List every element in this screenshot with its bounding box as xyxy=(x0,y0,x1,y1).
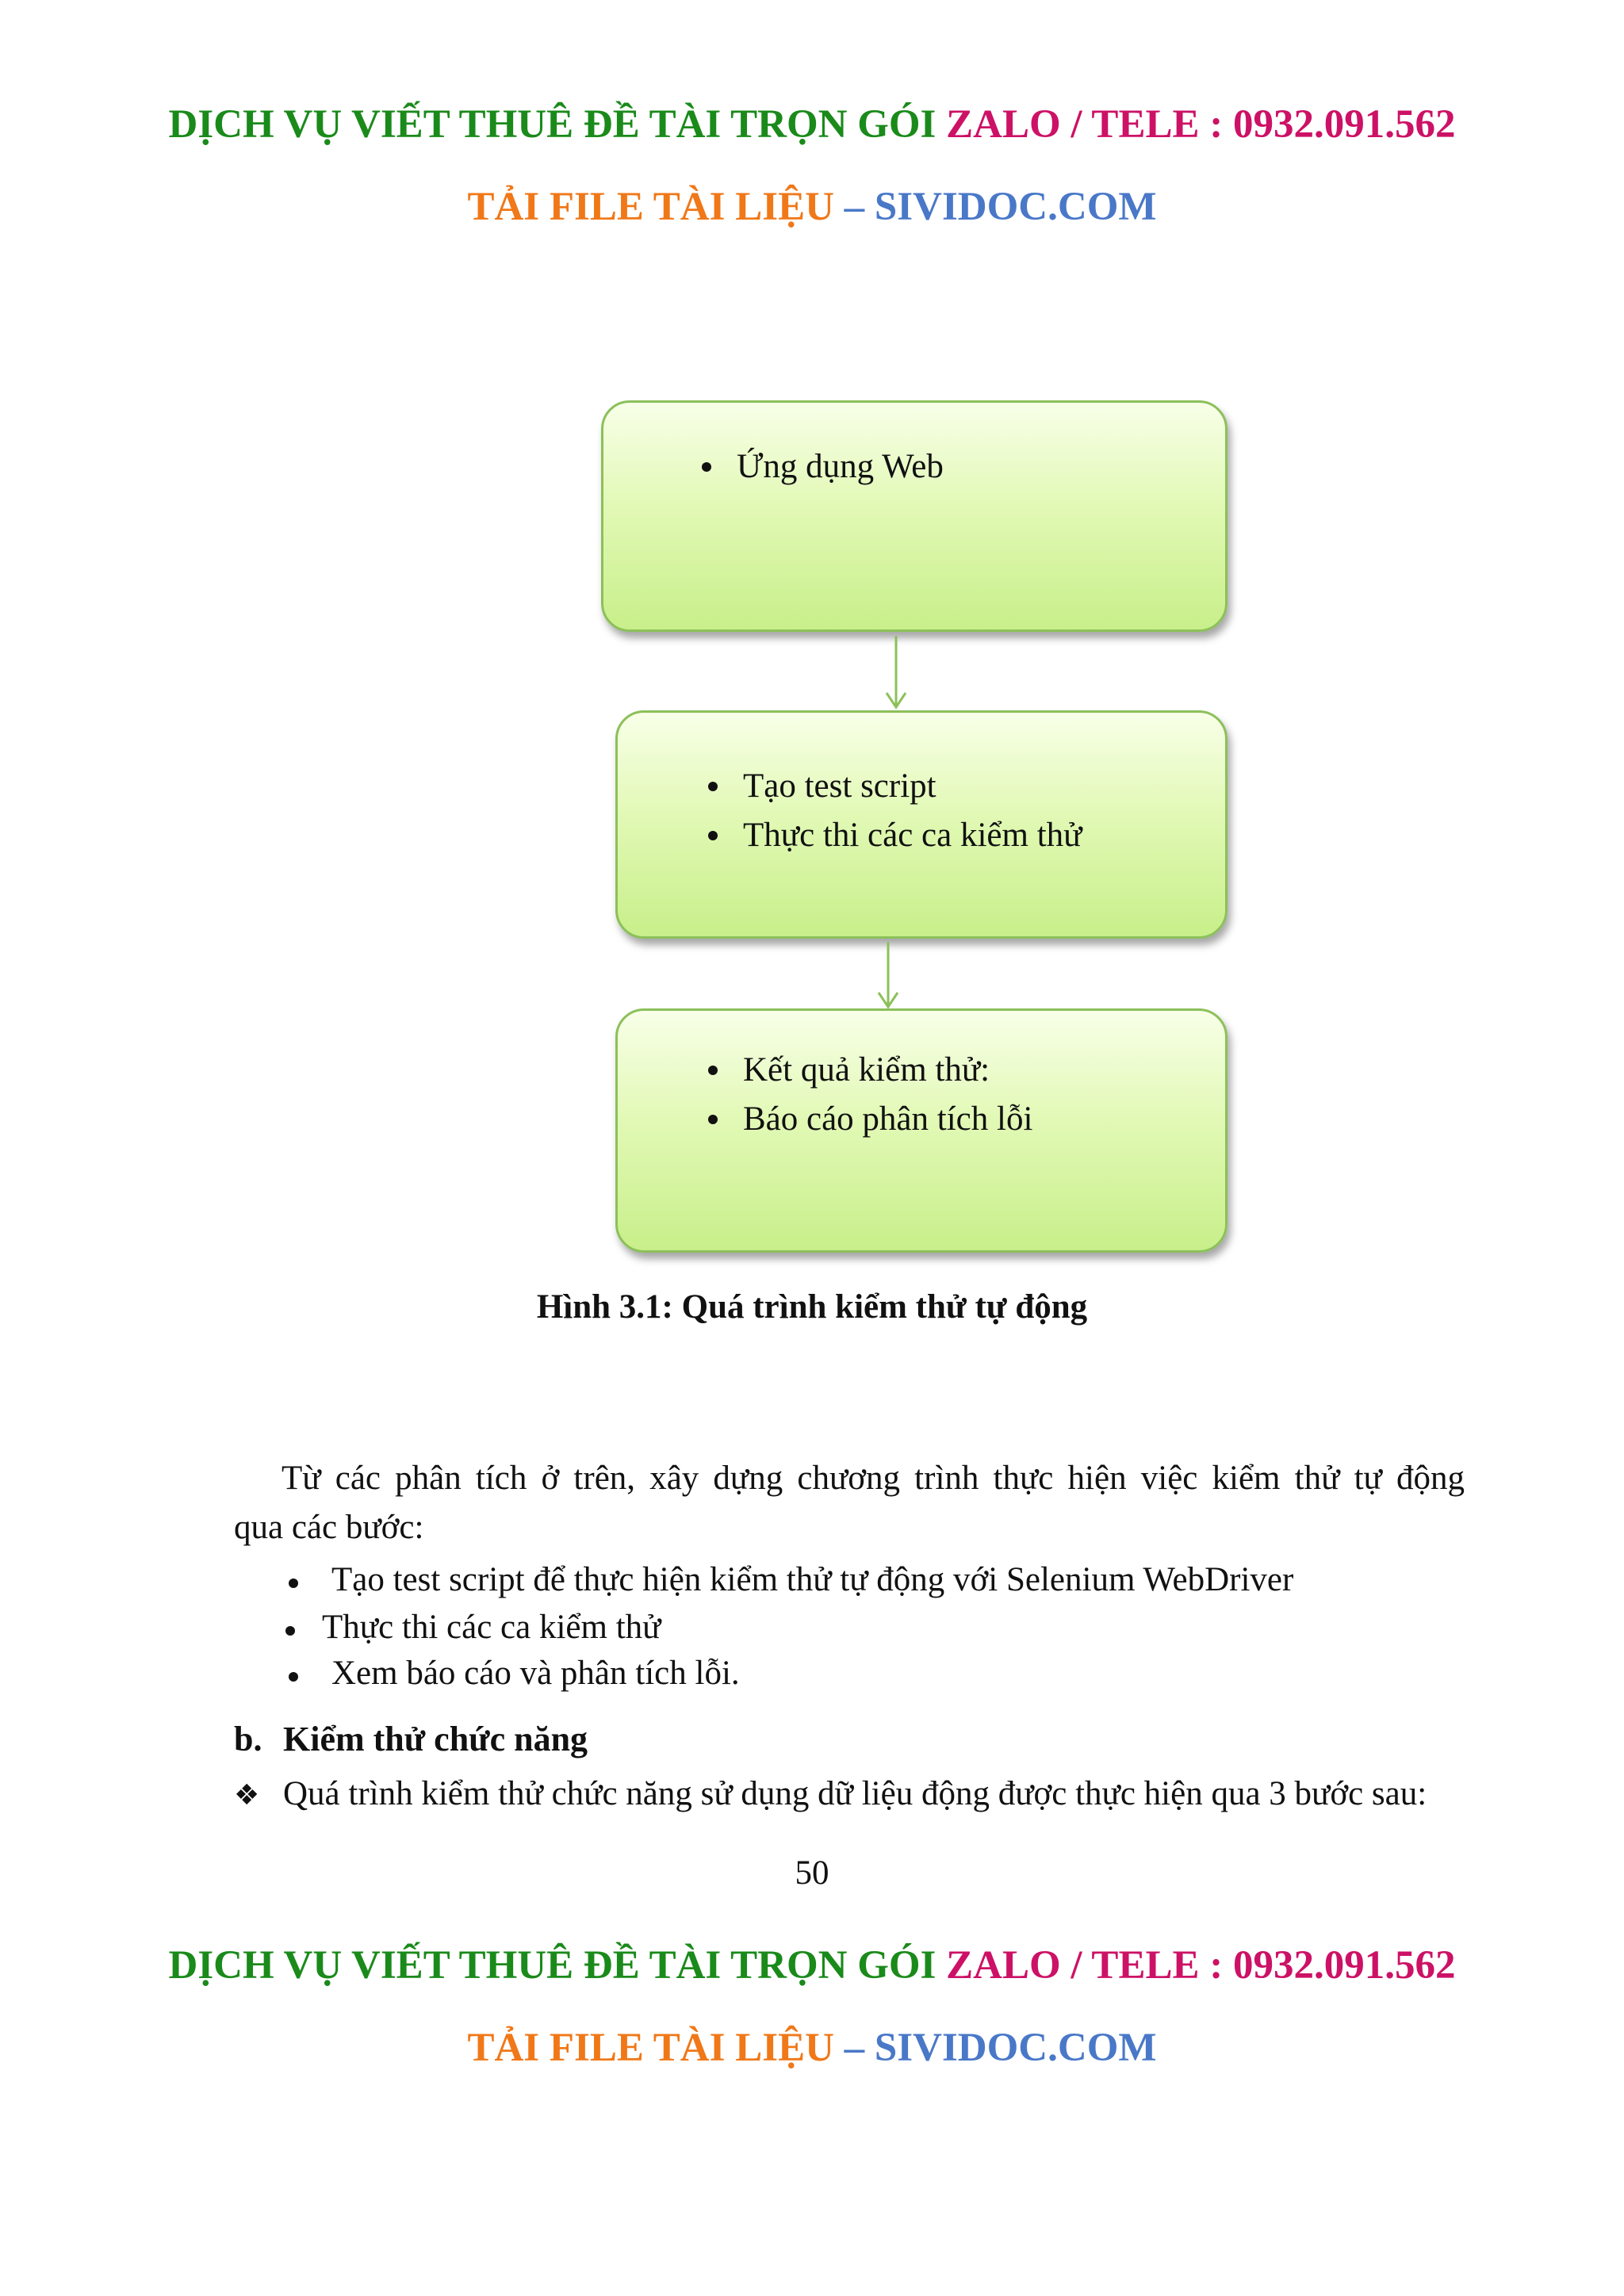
flow-box-item: Báo cáo phân tích lỗi xyxy=(697,1095,1032,1144)
bullet-dot xyxy=(289,1672,298,1682)
page-number: 50 xyxy=(795,1854,829,1892)
figure-caption: Hình 3.1: Quá trình kiểm thử tự động xyxy=(536,1288,1088,1326)
footer-site-link[interactable]: SIVIDOC.COM xyxy=(874,2026,1157,2070)
header-service-text: DỊCH VỤ VIẾT THUÊ ĐỀ TÀI TRỌN GÓI xyxy=(168,102,936,147)
header-download-banner xyxy=(0,184,1624,230)
section-heading xyxy=(234,1719,588,1759)
footer-download-banner xyxy=(0,2025,1624,2071)
flow-box-item: Ứng dụng Web xyxy=(691,442,944,492)
step-item: Tạo test script để thực hiện kiểm thử tự động với Selenium WebDriver xyxy=(331,1561,1294,1598)
flow-box-test-script xyxy=(615,710,1228,939)
footer-download-text: TẢI FILE TÀI LIỆU xyxy=(467,2026,834,2070)
process-line: Quá trình kiểm thử chức năng sử dụng dữ liệu động được thực hiện qua 3 bước sau: xyxy=(283,1775,1427,1812)
flow-box-web-app xyxy=(601,400,1228,632)
header-contact-text: ZALO / TELE : 0932.091.562 xyxy=(946,102,1456,147)
section-title: Kiểm thử chức năng xyxy=(283,1720,588,1758)
intro-line-2: qua các bước: xyxy=(234,1509,424,1546)
footer-dash: – xyxy=(844,2026,865,2070)
intro-paragraph xyxy=(234,1454,1465,1552)
flow-arrow-1 xyxy=(880,634,912,714)
header-download-text: TẢI FILE TÀI LIỆU xyxy=(467,185,834,229)
flow-box-item: Tạo test script xyxy=(697,762,1082,811)
header-dash: – xyxy=(844,185,865,229)
flow-box-item: Kết quả kiểm thử: xyxy=(697,1046,1032,1095)
footer-contact-text: ZALO / TELE : 0932.091.562 xyxy=(946,1943,1456,1988)
flow-box-results xyxy=(615,1008,1228,1253)
section-label: b. xyxy=(234,1720,262,1758)
diamond-bullet-icon: ❖ xyxy=(234,1779,260,1812)
flow-arrow-2 xyxy=(872,940,904,1012)
bullet-dot xyxy=(285,1626,295,1636)
bullet-dot xyxy=(289,1578,298,1588)
header-site-link[interactable]: SIVIDOC.COM xyxy=(874,185,1157,229)
step-item: Thực thi các ca kiểm thử xyxy=(322,1609,661,1646)
header-service-banner xyxy=(0,101,1624,147)
process-intro xyxy=(234,1774,1427,1813)
flow-box-item: Thực thi các ca kiểm thử xyxy=(697,811,1082,860)
footer-service-text: DỊCH VỤ VIẾT THUÊ ĐỀ TÀI TRỌN GÓI xyxy=(168,1943,936,1988)
intro-line-1: Từ các phân tích ở trên, xây dựng chương trình thực hiện việc kiểm thử tự động xyxy=(282,1460,1465,1497)
footer-service-banner xyxy=(0,1942,1624,1988)
step-item: Xem báo cáo và phân tích lỗi. xyxy=(331,1655,740,1692)
